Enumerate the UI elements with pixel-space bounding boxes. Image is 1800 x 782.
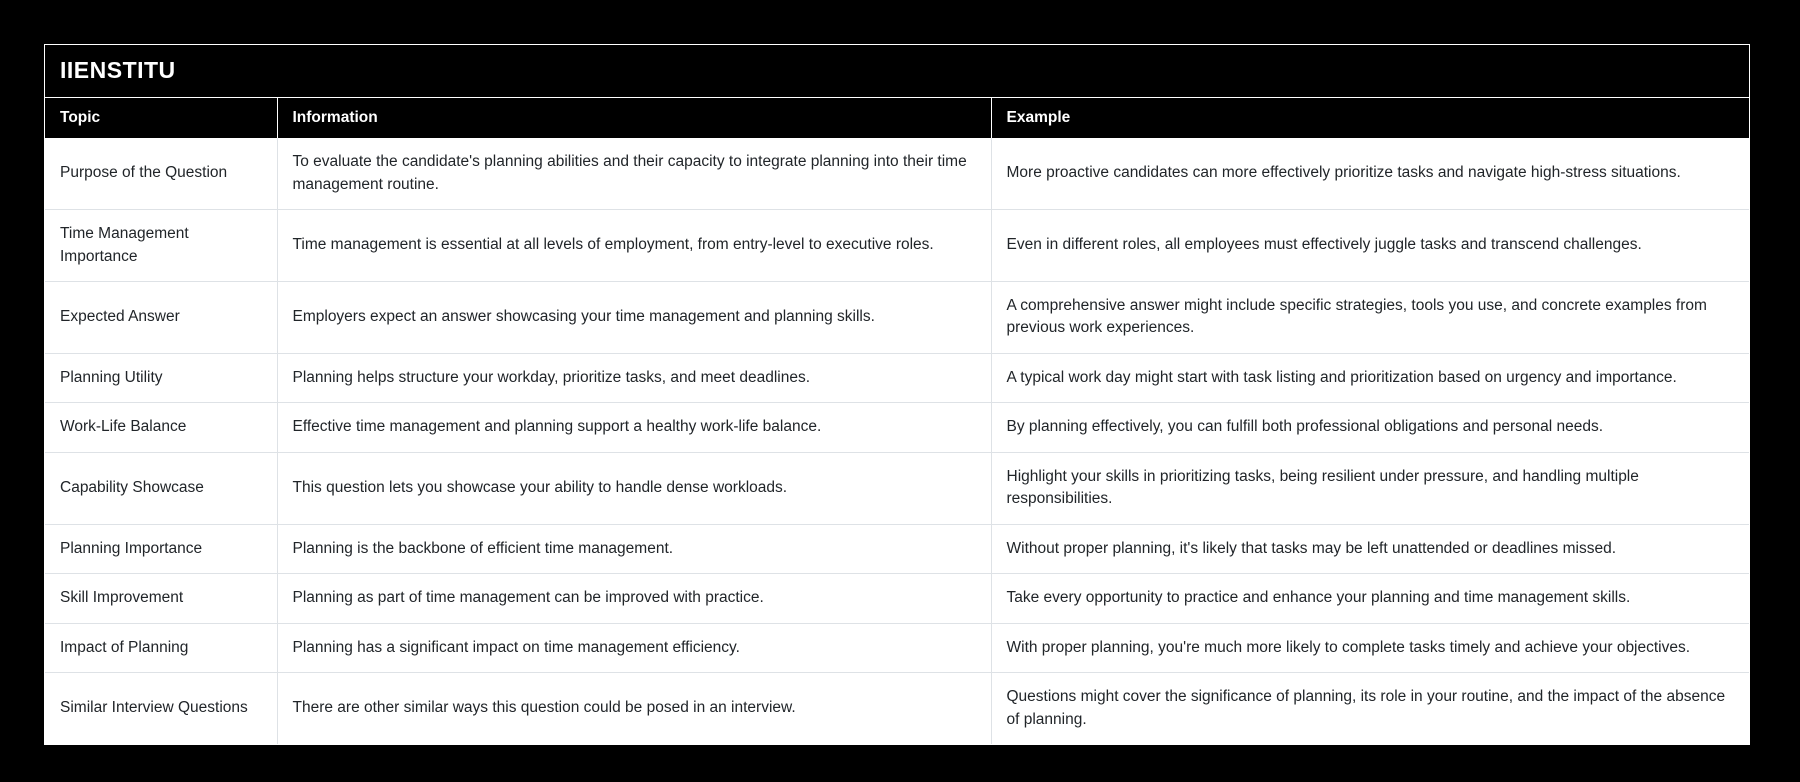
topic-cell: Capability Showcase <box>45 452 277 524</box>
table-row <box>45 673 1749 744</box>
table-row <box>45 452 1749 524</box>
topic-cell: Planning Importance <box>45 524 277 573</box>
brand-title: IIENSTITU <box>45 45 1749 98</box>
table-row <box>45 403 1749 452</box>
topic-cell: Planning Utility <box>45 353 277 402</box>
example-cell: Without proper planning, it's likely that tasks may be left unattended or deadlines missed. <box>991 524 1749 573</box>
information-cell: Planning is the backbone of efficient time management. <box>277 524 991 573</box>
column-header-topic: Topic <box>45 98 277 138</box>
information-cell: Planning as part of time management can be improved with practice. <box>277 574 991 623</box>
table-body <box>45 138 1749 744</box>
example-cell: Even in different roles, all employees must effectively juggle tasks and transcend challenges. <box>991 210 1749 282</box>
example-cell: A comprehensive answer might include specific strategies, tools you use, and concrete examples from previous work experiences. <box>991 282 1749 354</box>
table-row <box>45 524 1749 573</box>
example-cell: Take every opportunity to practice and enhance your planning and time management skills. <box>991 574 1749 623</box>
information-cell: Planning helps structure your workday, prioritize tasks, and meet deadlines. <box>277 353 991 402</box>
column-header-example: Example <box>991 98 1749 138</box>
table-row <box>45 282 1749 354</box>
table-header <box>45 98 1749 138</box>
information-cell: To evaluate the candidate's planning abilities and their capacity to integrate planning into their time management routine. <box>277 138 991 209</box>
content-panel <box>44 44 1750 745</box>
table-row <box>45 210 1749 282</box>
information-cell: Planning has a significant impact on time management efficiency. <box>277 623 991 672</box>
topic-cell: Expected Answer <box>45 282 277 354</box>
topic-cell: Time Management Importance <box>45 210 277 282</box>
column-header-information: Information <box>277 98 991 138</box>
table-row <box>45 353 1749 402</box>
information-cell: There are other similar ways this question could be posed in an interview. <box>277 673 991 744</box>
example-cell: Questions might cover the significance of planning, its role in your routine, and the impact of the absence of planning. <box>991 673 1749 744</box>
topic-cell: Purpose of the Question <box>45 138 277 209</box>
table-row <box>45 574 1749 623</box>
topic-cell: Similar Interview Questions <box>45 673 277 744</box>
information-cell: Employers expect an answer showcasing your time management and planning skills. <box>277 282 991 354</box>
example-cell: With proper planning, you're much more likely to complete tasks timely and achieve your objectives. <box>991 623 1749 672</box>
table-row <box>45 138 1749 209</box>
example-cell: More proactive candidates can more effectively prioritize tasks and navigate high-stress situations. <box>991 138 1749 209</box>
example-cell: By planning effectively, you can fulfill both professional obligations and personal needs. <box>991 403 1749 452</box>
information-cell: This question lets you showcase your ability to handle dense workloads. <box>277 452 991 524</box>
topic-cell: Work-Life Balance <box>45 403 277 452</box>
example-cell: A typical work day might start with task listing and prioritization based on urgency and importance. <box>991 353 1749 402</box>
info-table <box>45 98 1749 744</box>
topic-cell: Impact of Planning <box>45 623 277 672</box>
information-cell: Time management is essential at all levels of employment, from entry-level to executive roles. <box>277 210 991 282</box>
topic-cell: Skill Improvement <box>45 574 277 623</box>
example-cell: Highlight your skills in prioritizing tasks, being resilient under pressure, and handling multiple responsibilities. <box>991 452 1749 524</box>
table-row <box>45 623 1749 672</box>
table-header-row <box>45 98 1749 138</box>
information-cell: Effective time management and planning support a healthy work-life balance. <box>277 403 991 452</box>
